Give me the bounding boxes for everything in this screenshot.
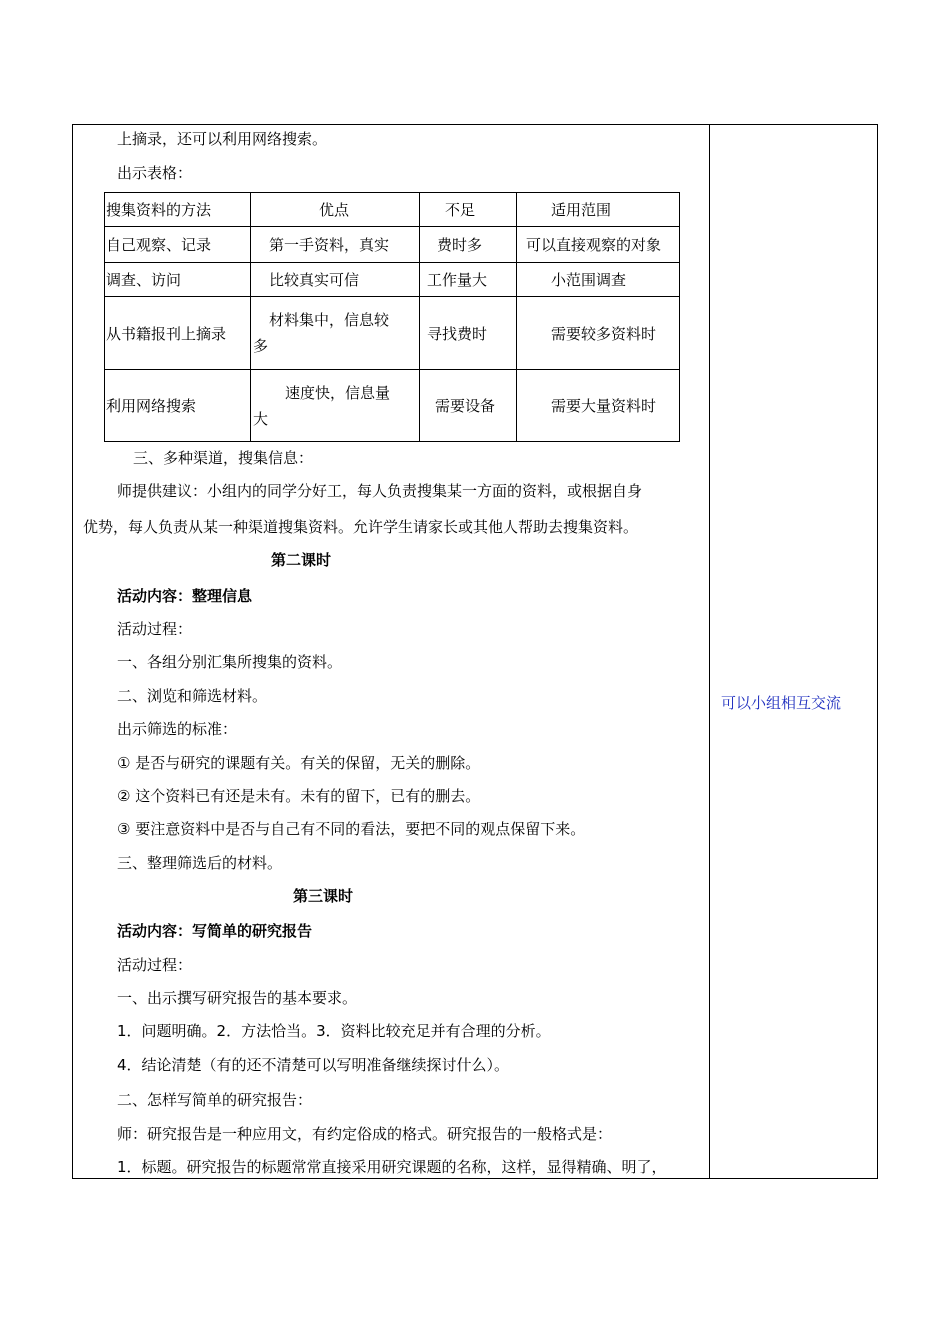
text-line: 活动过程： [117,956,193,974]
lesson-title: 第三课时 [293,887,354,905]
text-line: 出示表格： [117,164,193,182]
table-cell: 搜集资料的方法 [105,193,251,227]
text-line: 二、浏览和筛选材料。 [117,687,268,705]
lesson-plan-table [72,124,878,1179]
table-cell: 速度快，信息量 大 [251,370,420,442]
table-cell: 工作量大 [420,263,517,297]
text-line: 师：研究报告是一种应用文，有约定俗成的格式。研究报告的一般格式是： [117,1125,613,1143]
table-cell: 小范围调查 [517,263,680,297]
table-cell: 调查、访问 [105,263,251,297]
text-line: 三、整理筛选后的材料。 [117,854,283,872]
column-divider [709,125,710,1178]
table-cell: 自己观察、记录 [105,227,251,263]
text-line: 上摘录，还可以利用网络搜索。 [117,130,328,148]
text-line: 1．问题明确。2．方法恰当。3．资料比较充足并有合理的分析。 [117,1022,551,1040]
text-line: 二、怎样写简单的研究报告： [117,1091,313,1109]
text-line: 优势，每人负责从某一种渠道搜集资料。允许学生请家长或其他人帮助去搜集资料。 [83,518,639,536]
table-cell: 从书籍报刊上摘录 [105,297,251,370]
side-note: 可以小组相互交流 [721,694,842,712]
table-cell: 优点 [251,193,420,227]
text-line: 4．结论清楚（有的还不清楚可以写明准备继续探讨什么）。 [117,1056,510,1074]
table-cell: 费时多 [420,227,517,263]
section-heading: 三、多种渠道，搜集信息： [133,449,314,467]
table-cell: 需要设备 [420,370,517,442]
table-cell: 寻找费时 [420,297,517,370]
methods-table [104,192,680,442]
lesson-title: 第二课时 [271,551,332,569]
table-header-row [105,193,680,227]
text-line: ③ 要注意资料中是否与自己有不同的看法，要把不同的观点保留下来。 [117,820,586,838]
text-line: 出示筛选的标准： [117,720,238,738]
table-row [105,263,680,297]
text-line: 一、出示撰写研究报告的基本要求。 [117,989,358,1007]
text-line: ② 这个资料已有还是未有。未有的留下，已有的删去。 [117,787,481,805]
text-line: 1．标题。研究报告的标题常常直接采用研究课题的名称，这样，显得精确、明了， [117,1158,667,1176]
text-line: 一、各组分别汇集所搜集的资料。 [117,653,343,671]
table-cell: 比较真实可信 [251,263,420,297]
activity-content: 活动内容：写简单的研究报告 [117,922,313,940]
table-cell: 不足 [420,193,517,227]
table-cell: 需要大量资料时 [517,370,680,442]
text-line: ① 是否与研究的课题有关。有关的保留，无关的删除。 [117,754,481,772]
text-line: 活动过程： [117,620,193,638]
table-cell: 第一手资料，真实 [251,227,420,263]
table-cell: 可以直接观察的对象 [517,227,680,263]
table-cell: 材料集中，信息较 多 [251,297,420,370]
table-cell: 适用范围 [517,193,680,227]
table-cell: 需要较多资料时 [517,297,680,370]
table-row [105,370,680,442]
activity-content: 活动内容：整理信息 [117,587,253,605]
table-row [105,227,680,263]
table-cell: 利用网络搜索 [105,370,251,442]
table-row [105,297,680,370]
text-line: 师提供建议：小组内的同学分好工，每人负责搜集某一方面的资料，或根据自身 [117,482,643,500]
main-content-cell [73,125,709,1178]
